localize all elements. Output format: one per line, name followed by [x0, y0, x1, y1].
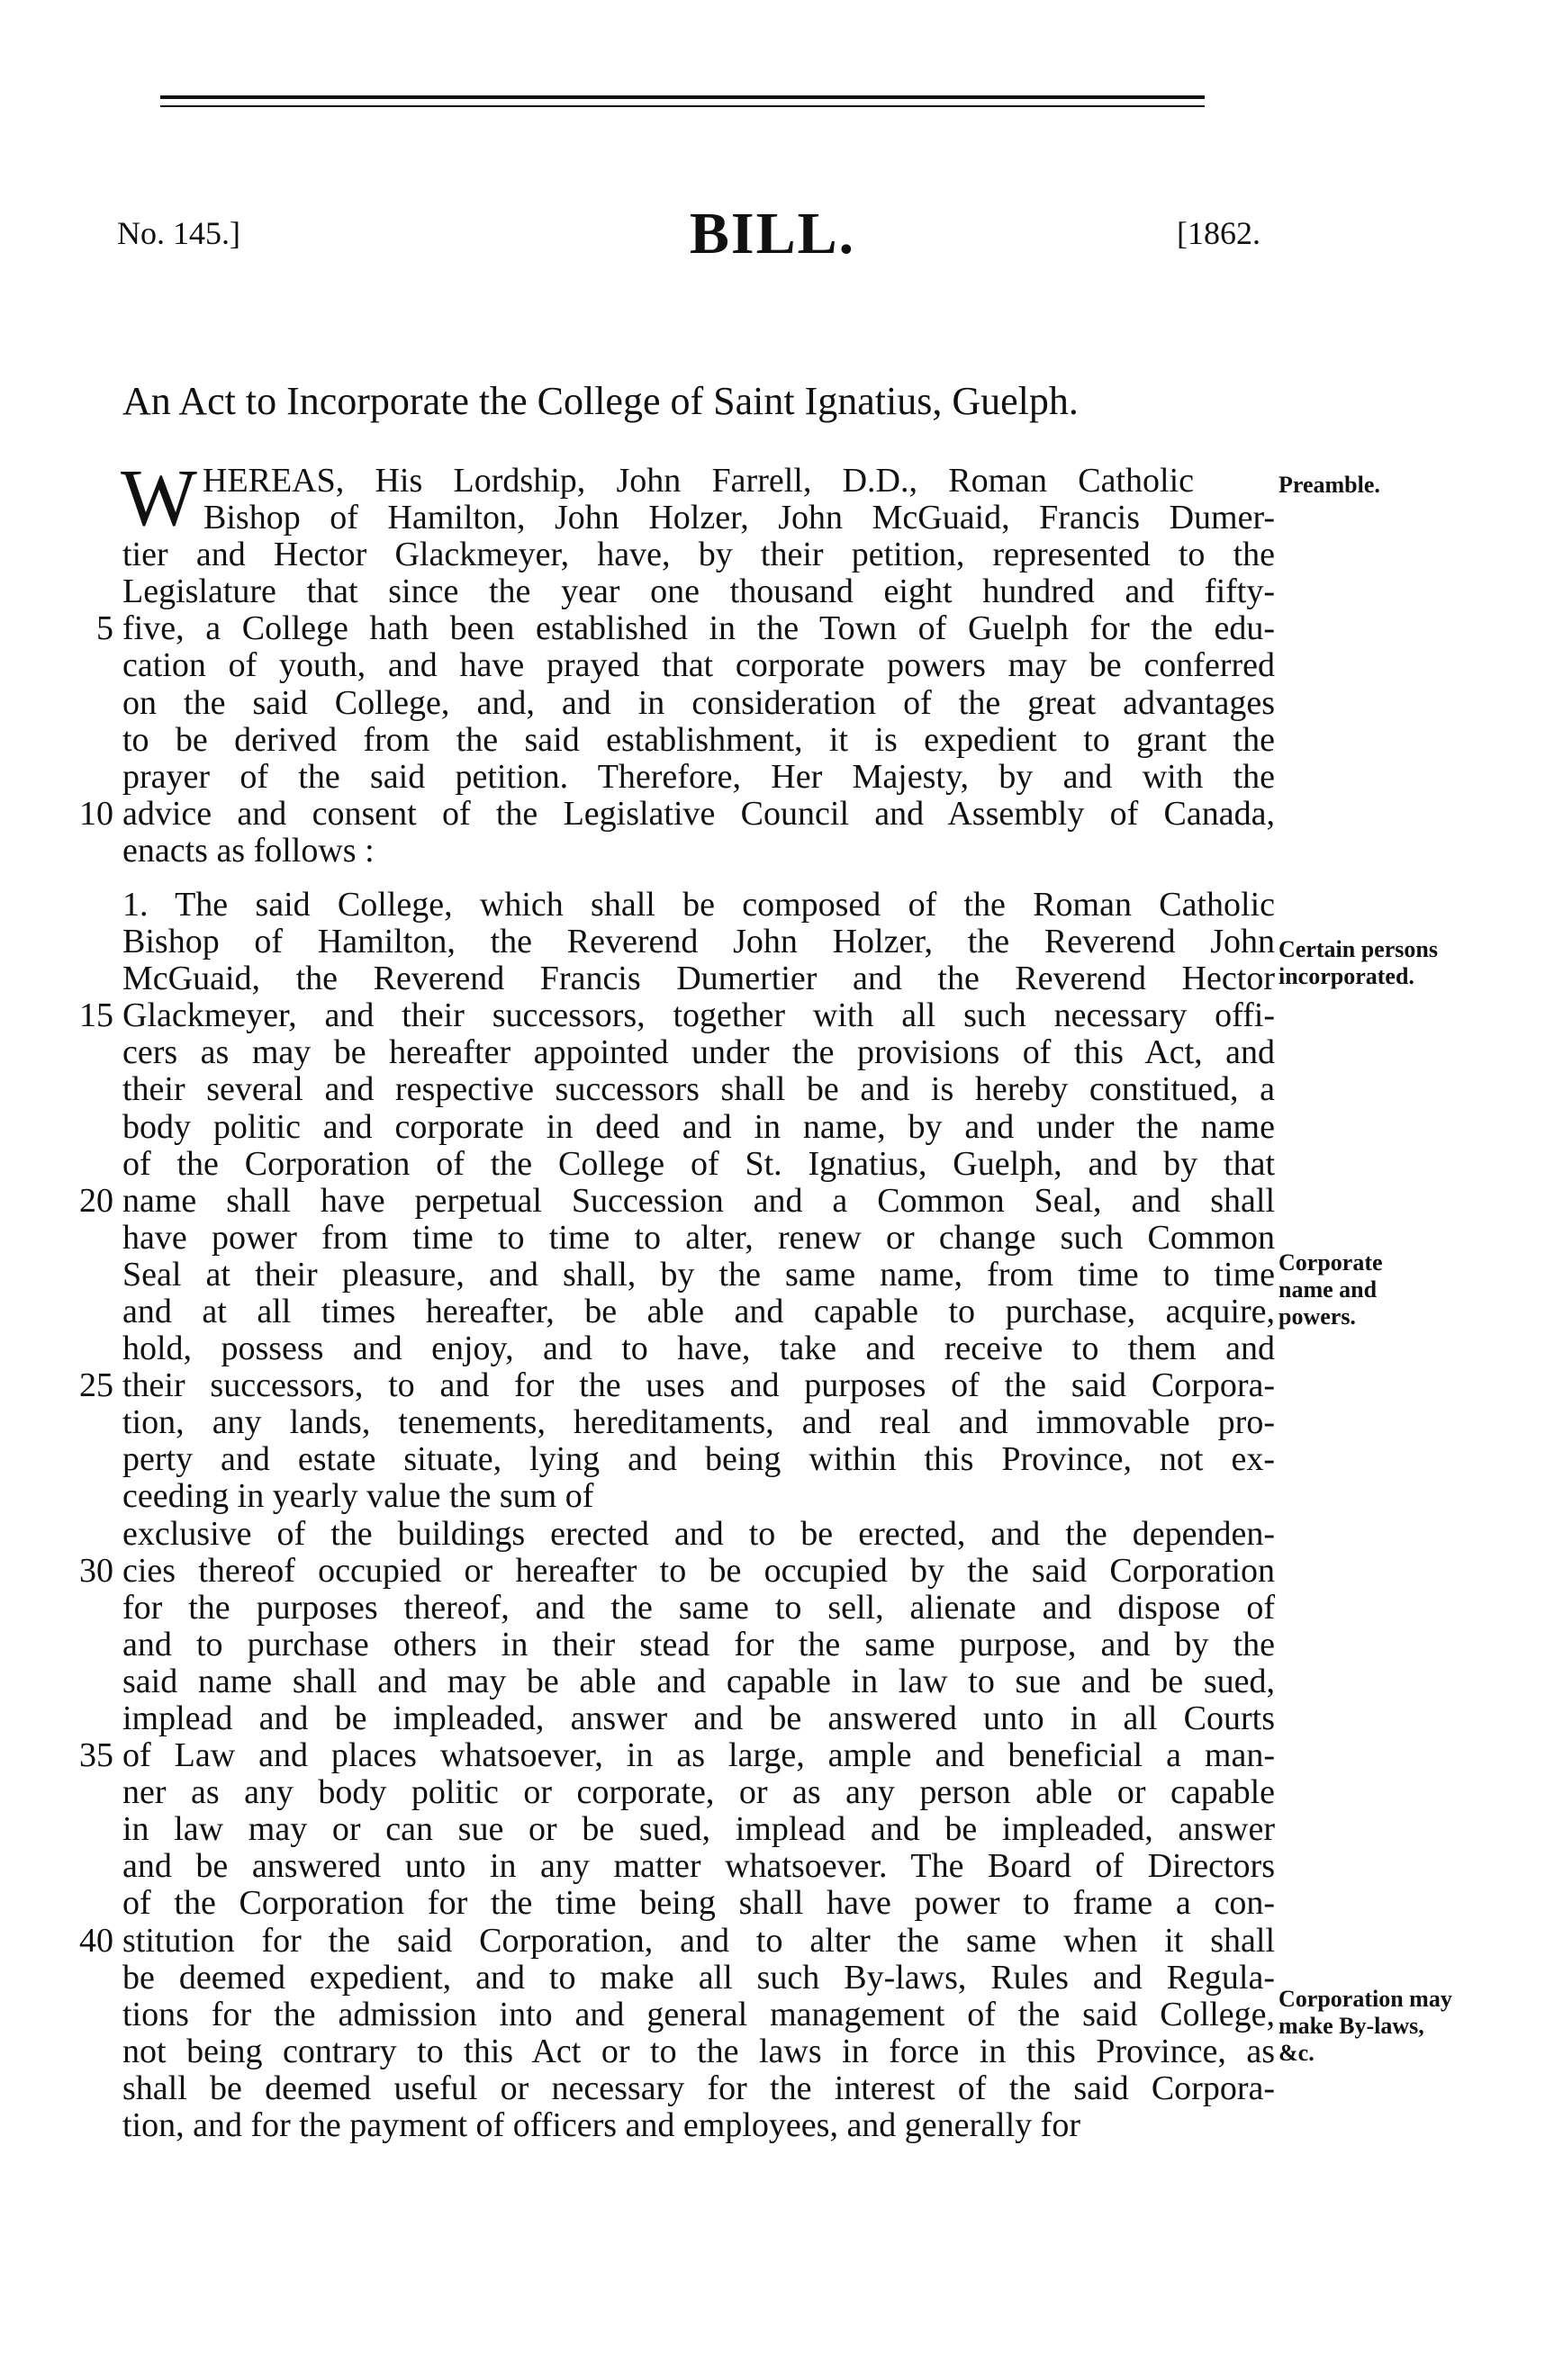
line-text: cation of youth, and have prayed that corporate powers may be conferred	[122, 646, 1275, 685]
line-text: and at all times hereafter, be able and capable to purchase, acquire,	[122, 1292, 1275, 1330]
text-line	[122, 2070, 1275, 2107]
text-line	[122, 1960, 1275, 1997]
text-line	[122, 1146, 1275, 1183]
text-line	[96, 609, 1275, 648]
text-line	[122, 759, 1275, 796]
line-number: 10	[79, 794, 113, 833]
text-line	[122, 960, 1275, 997]
line-text: be deemed expedient, and to make all such By-laws, Rules and Regula-	[122, 1958, 1275, 1997]
line-text: advice and consent of the Legislative Council and Assembly of Canada,	[122, 794, 1275, 833]
text-line	[122, 685, 1275, 722]
line-text: Bishop of Hamilton, John Holzer, John McGuaid, Francis Dumer-	[203, 499, 1275, 537]
line-text: tions for the admission into and general management of the said College,	[122, 1995, 1275, 2033]
line-text: for the purposes thereof, and the same to sell, alienate and dispose of	[122, 1588, 1275, 1627]
text-line	[122, 1627, 1275, 1663]
line-text: Seal at their pleasure, and shall, by the same name, from time to time	[122, 1255, 1275, 1294]
line-number: 5	[96, 609, 113, 648]
text-line	[122, 647, 1275, 684]
text-line	[122, 1590, 1275, 1627]
text-line	[122, 1220, 1275, 1257]
line-text: cers as may be hereafter appointed under the provisions of this Act, and	[122, 1033, 1275, 1072]
margin-note-corporate-name: Corporate name and powers.	[1278, 1249, 1383, 1330]
text-line	[122, 1848, 1275, 1885]
text-line	[122, 1404, 1275, 1441]
text-line	[79, 1366, 1275, 1405]
text-line	[122, 1516, 1275, 1553]
line-text: shall be deemed useful or necessary for the interest of the said Corpora-	[122, 2069, 1275, 2107]
text-line	[79, 996, 1275, 1035]
text-line	[122, 1478, 1275, 1515]
text-line	[79, 1736, 1275, 1775]
line-number: 35	[79, 1736, 113, 1775]
line-text: have power from time to time to alter, renew or change such Common	[122, 1218, 1275, 1257]
line-text: five, a College hath been established in the Town of Guelph for the edu-	[122, 609, 1275, 648]
text-line	[122, 924, 1275, 960]
top-rule	[160, 95, 1205, 99]
bill-year: [1862.	[1177, 215, 1260, 251]
line-text: and to purchase others in their stead for the same purpose, and by the	[122, 1625, 1275, 1663]
text-line	[122, 887, 1275, 924]
text-line	[122, 2107, 1275, 2144]
text-line	[79, 1551, 1275, 1590]
text-line	[122, 536, 1275, 573]
line-text: 1. The said College, which shall be composed of the Roman Catholic	[122, 885, 1275, 924]
line-text: name shall have perpetual Succession and a Common Seal, and shall	[122, 1181, 1275, 1220]
line-text: McGuaid, the Reverend Francis Dumertier and the Reverend Hector	[122, 960, 1275, 998]
text-line	[79, 1921, 1275, 1960]
line-text: in law may or can sue or be sued, implead and be impleaded, answer	[122, 1810, 1275, 1849]
text-line	[122, 1034, 1275, 1071]
line-text: tier and Hector Glackmeyer, have, by their petition, represented to the	[122, 536, 1275, 574]
text-line	[122, 1774, 1275, 1811]
line-number: 15	[79, 996, 113, 1035]
line-text: ner as any body politic or corporate, or as any person able or capable	[122, 1773, 1275, 1812]
line-text: their several and respective successors shall be and is hereby constitued, a	[122, 1070, 1275, 1109]
line-text: Legislature that since the year one thousand eight hundred and fifty-	[122, 572, 1275, 611]
line-text: of the Corporation of the College of St. Ignatius, Guelph, and by that	[122, 1144, 1275, 1183]
line-text: Glackmeyer, and their successors, together with all such necessary offi-	[122, 996, 1275, 1035]
line-text: tion, and for the payment of officers and employees, and generally for	[122, 2106, 1080, 2145]
bill-body	[79, 454, 1275, 2145]
top-rule-thin	[160, 105, 1205, 107]
margin-note-incorporated: Certain persons incorporated.	[1278, 936, 1438, 989]
line-text: to be derived from the said establishment, it is expedient to grant the	[122, 720, 1275, 759]
line-text: prayer of the said petition. Therefore, Her Majesty, by and with the	[122, 757, 1275, 796]
line-text: exclusive of the buildings erected and to be erected, and the dependen-	[122, 1514, 1275, 1553]
text-line	[79, 1181, 1275, 1220]
text-line	[122, 500, 1275, 536]
line-text: of Law and places whatsoever, in as large, ample and beneficial a man-	[122, 1736, 1275, 1775]
margin-note-preamble: Preamble.	[1278, 472, 1380, 498]
line-text: said name shall and may be able and capable in law to sue and be sued,	[122, 1662, 1275, 1700]
text-line	[122, 1997, 1275, 2033]
line-text: hold, possess and enjoy, and to have, take and receive to them and	[122, 1330, 1275, 1368]
line-text: perty and estate situate, lying and being within this Province, not ex-	[122, 1440, 1275, 1479]
line-text: implead and be impleaded, answer and be answered unto in all Courts	[122, 1699, 1275, 1737]
text-line	[122, 1294, 1275, 1330]
text-line	[122, 1885, 1275, 1922]
line-text: stitution for the said Corporation, and to alter the same when it shall	[122, 1921, 1275, 1960]
text-line	[122, 1109, 1275, 1146]
text-line	[79, 794, 1275, 833]
text-line	[122, 722, 1275, 759]
bill-number: No. 145.]	[117, 215, 240, 251]
text-line	[122, 1700, 1275, 1737]
text-line	[122, 1441, 1275, 1478]
text-line	[122, 573, 1275, 610]
text-line	[122, 1071, 1275, 1108]
text-line	[122, 1330, 1275, 1367]
line-number: 25	[79, 1366, 113, 1405]
line-number: 40	[79, 1921, 113, 1960]
line-text: Bishop of Hamilton, the Reverend John Holzer, the Reverend John	[122, 923, 1275, 961]
line-text: and be answered unto in any matter whatsoever. The Board of Directors	[122, 1847, 1275, 1886]
drop-cap: W	[121, 454, 197, 543]
text-line	[122, 1257, 1275, 1294]
line-text: on the said College, and, and in consideration of the great advantages	[122, 683, 1275, 722]
line-text: HEREAS, His Lordship, John Farrell, D.D., Roman Catholic	[202, 462, 1194, 500]
text-line	[122, 1811, 1275, 1848]
text-line	[122, 1663, 1275, 1700]
text-line	[122, 833, 1275, 887]
line-text: body politic and corporate in deed and in name, by and under the name	[122, 1107, 1275, 1146]
line-text: enacts as follows :	[122, 831, 375, 870]
line-text: tion, any lands, tenements, hereditaments, and real and immovable pro-	[122, 1403, 1275, 1442]
act-title: An Act to Incorporate the College of Saint Ignatius, Guelph.	[122, 379, 1079, 423]
line-number: 20	[79, 1181, 113, 1220]
text-line	[122, 2033, 1275, 2070]
margin-note-bylaws: Corporation may make By-laws, &c.	[1278, 1986, 1452, 2066]
line-text: of the Corporation for the time being shall have power to frame a con-	[122, 1884, 1275, 1923]
bill-title: BILL.	[689, 201, 856, 266]
line-number: 30	[79, 1551, 113, 1590]
line-text: their successors, to and for the uses and purposes of the said Corpora-	[122, 1366, 1275, 1405]
line-text: not being contrary to this Act or to the laws in force in this Province, as	[122, 2032, 1275, 2070]
line-text: ceeding in yearly value the sum of	[122, 1477, 594, 1516]
line-text: cies thereof occupied or hereafter to be occupied by the said Corporation	[122, 1551, 1275, 1590]
